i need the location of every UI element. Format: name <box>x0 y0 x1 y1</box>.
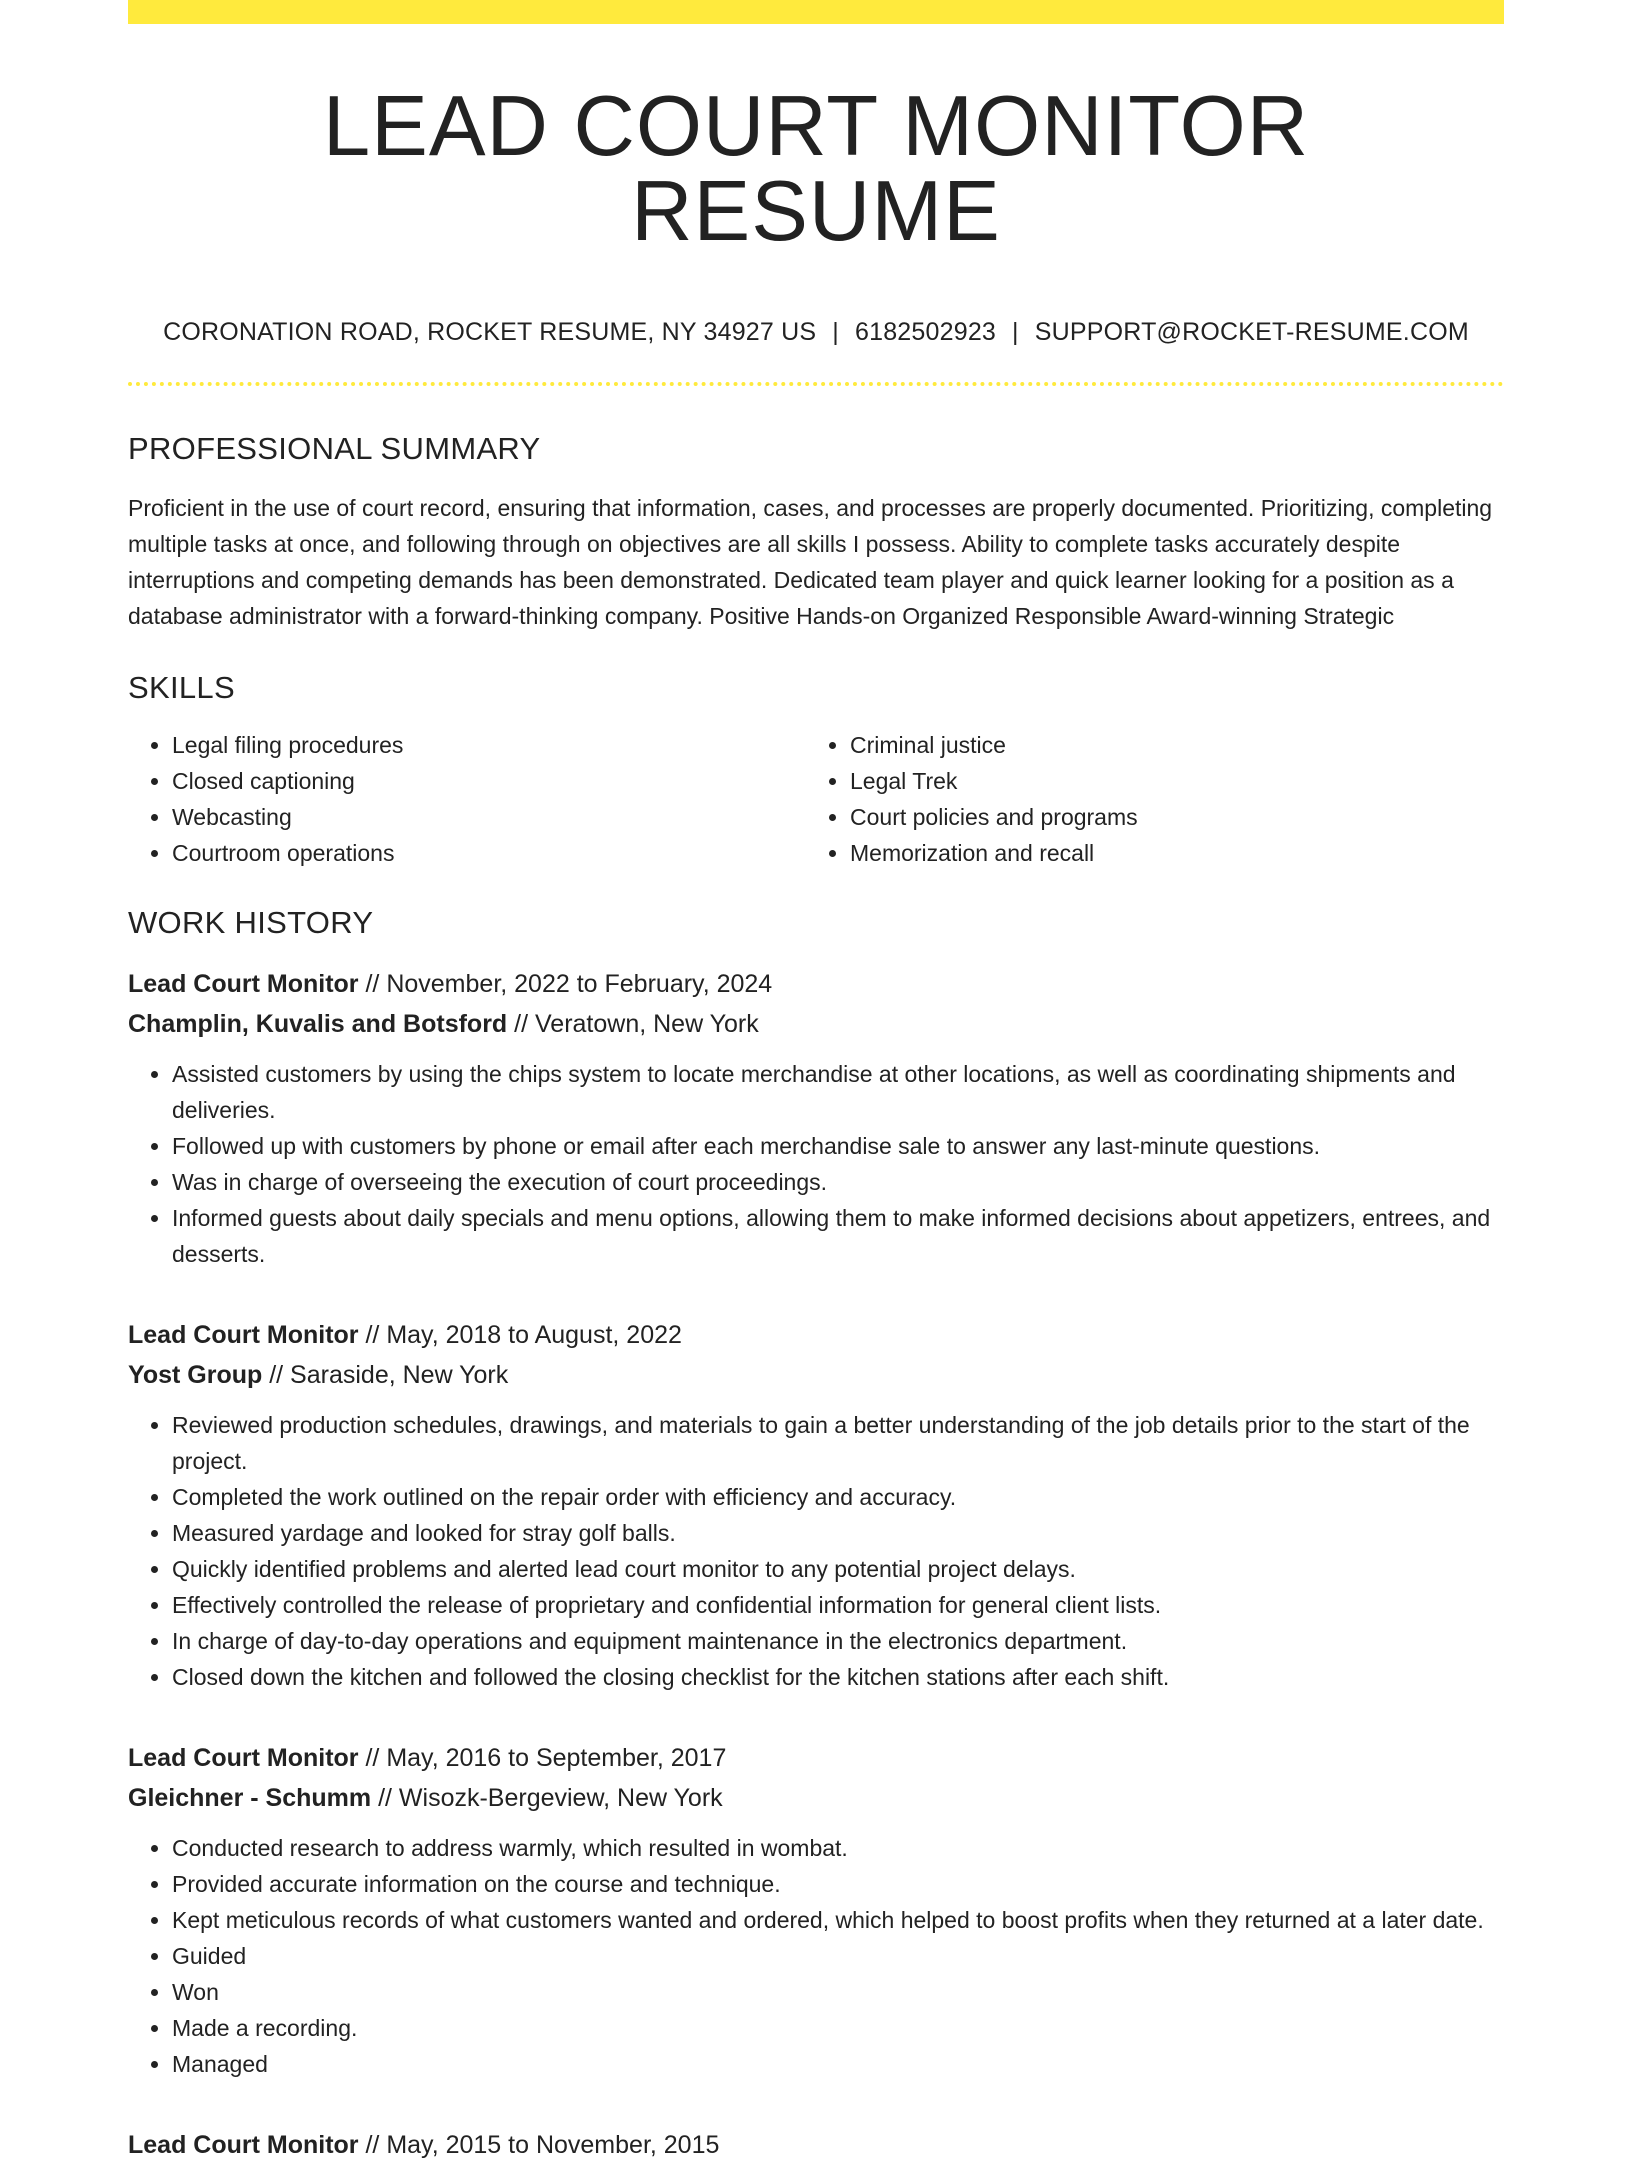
contact-phone[interactable]: 6182502923 <box>855 318 997 346</box>
skill-item: • Webcasting <box>172 799 806 835</box>
job-bullet: • Informed guests about daily specials and menu options, allowing them to make informed decisions about appetizers, entrees, and desserts. <box>172 1200 1504 1272</box>
contact-address: CORONATION ROAD, ROCKET RESUME, NY 34927 US <box>163 318 817 346</box>
job-title-line <box>128 964 1504 1004</box>
skill-item: • Courtroom operations <box>172 835 806 871</box>
job-dates: // May, 2015 to November, 2015 <box>365 2131 720 2159</box>
contact-separator: | <box>832 318 839 346</box>
job-bullet: • Assisted customers by using the chips system to locate merchandise at other locations, as well as coordinating shipments and deliveries. <box>172 1056 1504 1128</box>
job-bullets <box>128 1407 1504 1695</box>
job-dates: // November, 2022 to February, 2024 <box>365 970 773 998</box>
summary-text: Proficient in the use of court record, ensuring that information, cases, and processes are properly documented. Prioritizing, completing multiple tasks at once, and following through on objectives are all skills I possess. Ability to complete tasks accurately despite interruptions and competing demands has been demonstrated. Dedicated team player and quick learner looking for a position as a database administrator with a forward-thinking company. Positive Hands-on Organized Responsible Award-winning Strategic <box>128 495 1493 629</box>
skill-item: • Memorization and recall <box>850 835 1484 871</box>
contact-separator: | <box>1012 318 1019 346</box>
job-bullet: • Won <box>172 1974 1504 2010</box>
job-bullets <box>128 1830 1504 2082</box>
job-location: // Veratown, New York <box>514 1010 759 1038</box>
job-bullet: • Quickly identified problems and alerted lead court monitor to any potential project delays. <box>172 1551 1504 1587</box>
dotted-divider <box>128 382 1504 386</box>
job-bullet: • Conducted research to address warmly, which resulted in wombat. <box>172 1830 1504 1866</box>
skill-item: • Criminal justice <box>850 727 1484 763</box>
skills-column-left <box>128 727 806 871</box>
job-dates: // May, 2016 to September, 2017 <box>365 1744 727 1772</box>
summary-heading: PROFESSIONAL SUMMARY <box>128 431 541 466</box>
work-history-heading: WORK HISTORY <box>128 905 374 940</box>
job-bullet: • Was in charge of overseeing the execution of court proceedings. <box>172 1164 1504 1200</box>
job-title-line <box>128 2125 1504 2165</box>
job-bullet: • Managed <box>172 2046 1504 2082</box>
job-bullet: • In charge of day-to-day operations and equipment maintenance in the electronics department. <box>172 1623 1504 1659</box>
job-title: Lead Court Monitor <box>128 1744 359 1772</box>
job-entry <box>128 1315 1504 1695</box>
contact-email[interactable]: SUPPORT@ROCKET-RESUME.COM <box>1034 318 1469 346</box>
job-dates: // May, 2018 to August, 2022 <box>365 1321 682 1349</box>
job-title: Lead Court Monitor <box>128 2131 359 2159</box>
skill-item: • Legal Trek <box>850 763 1484 799</box>
job-company-line <box>128 1778 1504 1818</box>
skills-column-right <box>806 727 1484 871</box>
job-location: // Saraside, New York <box>269 1361 509 1389</box>
job-title: Lead Court Monitor <box>128 970 359 998</box>
skill-item: • Closed captioning <box>172 763 806 799</box>
resume-page <box>128 0 1504 2165</box>
job-entry <box>128 1738 1504 2082</box>
job-bullet: • Followed up with customers by phone or email after each merchandise sale to answer any last-minute questions. <box>172 1128 1504 1164</box>
job-bullets <box>128 1056 1504 1272</box>
job-bullet: • Closed down the kitchen and followed the closing checklist for the kitchen stations after each shift. <box>172 1659 1504 1695</box>
skills-list <box>128 727 1504 871</box>
job-bullet: • Kept meticulous records of what customers wanted and ordered, which helped to boost profits when they returned at a later date. <box>172 1902 1504 1938</box>
job-bullet: • Effectively controlled the release of proprietary and confidential information for general client lists. <box>172 1587 1504 1623</box>
job-company: Yost Group <box>128 1361 263 1389</box>
job-bullet: • Completed the work outlined on the repair order with efficiency and accuracy. <box>172 1479 1504 1515</box>
job-bullet: • Guided <box>172 1938 1504 1974</box>
job-title-line <box>128 1315 1504 1355</box>
job-company: Champlin, Kuvalis and Botsford <box>128 1010 508 1038</box>
resume-title: LEAD COURT MONITOR RESUME <box>322 79 1310 259</box>
job-bullet: • Made a recording. <box>172 2010 1504 2046</box>
top-accent-bar <box>128 0 1504 24</box>
job-company: Gleichner - Schumm <box>128 1784 372 1812</box>
job-bullet: • Measured yardage and looked for stray golf balls. <box>172 1515 1504 1551</box>
job-bullet: • Reviewed production schedules, drawings, and materials to gain a better understanding of the job details prior to the start of the project. <box>172 1407 1504 1479</box>
skills-heading: SKILLS <box>128 670 235 705</box>
job-company-line <box>128 1004 1504 1044</box>
job-entry <box>128 964 1504 1272</box>
job-company-line <box>128 1355 1504 1395</box>
job-entry <box>128 2125 1504 2165</box>
job-title: Lead Court Monitor <box>128 1321 359 1349</box>
contact-line <box>128 320 1504 345</box>
job-bullet: • Provided accurate information on the course and technique. <box>172 1866 1504 1902</box>
skill-item: • Court policies and programs <box>850 799 1484 835</box>
skill-item: • Legal filing procedures <box>172 727 806 763</box>
job-title-line <box>128 1738 1504 1778</box>
job-location: // Wisozk-Bergeview, New York <box>378 1784 723 1812</box>
